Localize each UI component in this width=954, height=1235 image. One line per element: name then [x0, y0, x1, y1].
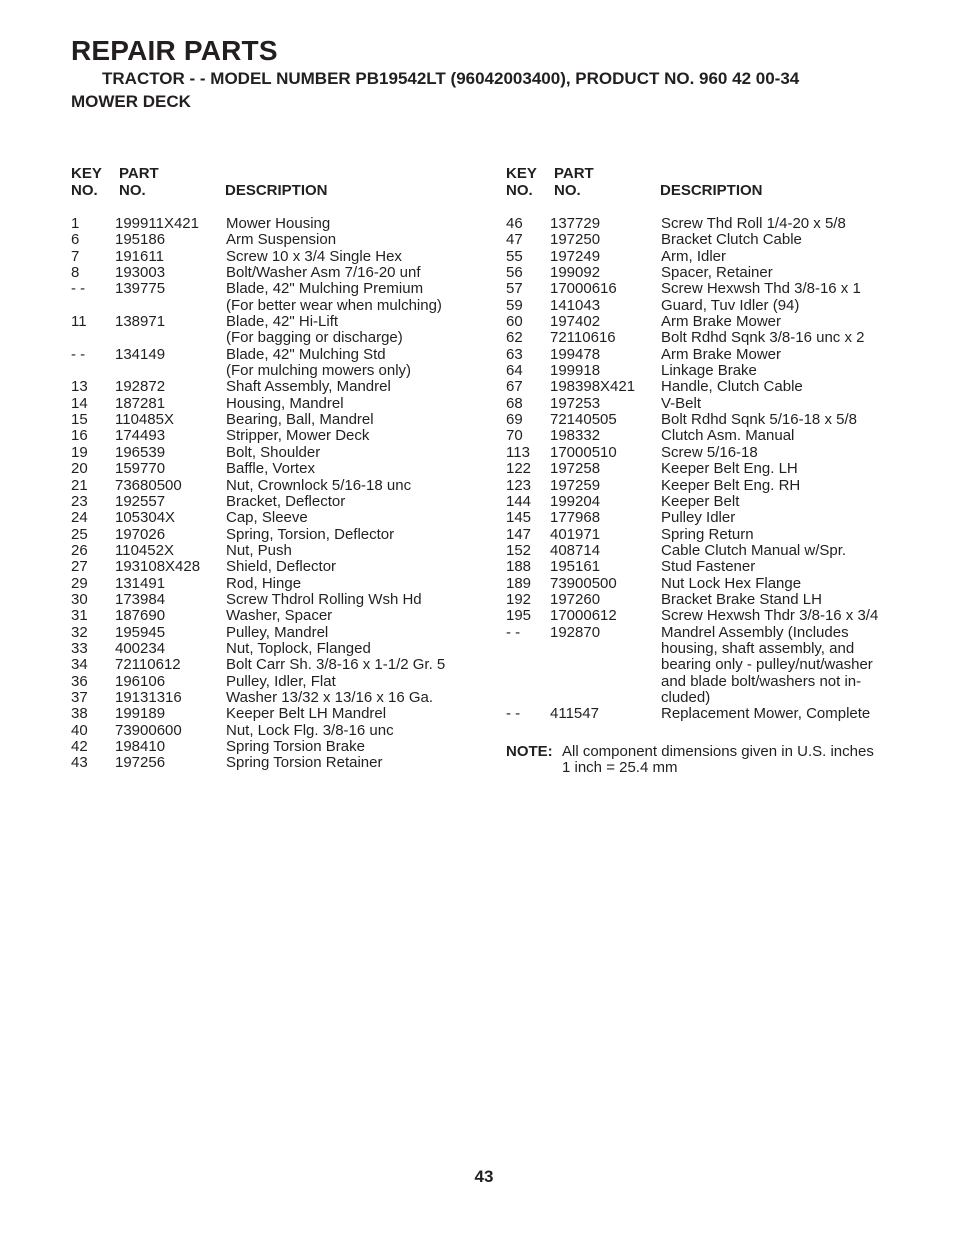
- key-no: 25: [71, 525, 88, 543]
- key-no: 31: [71, 607, 88, 625]
- part-no: 72110612: [115, 656, 181, 674]
- table-row: [506, 330, 906, 346]
- table-row: [506, 625, 906, 707]
- part-description: Bolt Carr Sh. 3/8-16 x 1-1/2 Gr. 5: [226, 656, 446, 674]
- key-no-header: [71, 165, 102, 199]
- table-row: [71, 543, 471, 559]
- part-description: Housing, Mandrel: [226, 394, 344, 412]
- table-row: [71, 641, 471, 657]
- part-description: Shield, Deflector: [226, 558, 337, 576]
- part-description: Pulley Idler: [661, 509, 736, 527]
- page-title: REPAIR PARTS: [71, 35, 278, 66]
- part-no: 17000612: [550, 607, 617, 625]
- key-no: 63: [506, 345, 523, 363]
- key-no: 11: [71, 313, 87, 331]
- part-description: Screw 5/16-18: [661, 443, 758, 461]
- part-description: Keeper Belt LH Mandrel: [226, 705, 387, 723]
- part-description: Bearing, Ball, Mandrel: [226, 411, 374, 429]
- key-no: 7: [71, 247, 80, 265]
- part-description: Bracket, Deflector: [226, 492, 346, 510]
- table-header: [71, 165, 471, 216]
- part-no: 195161: [550, 558, 601, 576]
- part-header-line2: NO.: [119, 182, 146, 199]
- part-description: Bracket Clutch Cable: [661, 231, 802, 249]
- key-no: 147: [506, 525, 532, 543]
- table-row: [506, 592, 906, 608]
- part-description: Arm Brake Mower: [661, 313, 782, 331]
- part-description: Rod, Hinge: [226, 574, 302, 592]
- part-no: 110452X: [115, 541, 174, 559]
- part-no: 401971: [550, 525, 601, 543]
- key-no: 62: [506, 329, 523, 347]
- part-description: Screw 10 x 3/4 Single Hex: [226, 247, 402, 265]
- table-row: [506, 445, 906, 461]
- part-no: 199092: [550, 264, 601, 282]
- key-no: 43: [71, 754, 88, 772]
- key-header-line2: NO.: [506, 182, 533, 199]
- part-no: 197260: [550, 590, 601, 608]
- part-no: 72140505: [550, 411, 617, 429]
- parts-table-left: [71, 165, 471, 772]
- section-heading: MOWER DECK: [71, 92, 191, 111]
- key-no: 23: [71, 492, 88, 510]
- part-no: 177968: [550, 509, 601, 527]
- key-header-line2: NO.: [71, 182, 98, 199]
- table-row: [71, 706, 471, 722]
- key-no: 6: [71, 231, 80, 249]
- part-description: Spacer, Retainer: [661, 264, 773, 282]
- part-no: 198332: [550, 427, 601, 445]
- note-label: NOTE:: [506, 743, 553, 760]
- part-description: V-Belt: [661, 394, 702, 412]
- key-no: 40: [71, 721, 88, 739]
- key-no: 33: [71, 639, 88, 657]
- table-row: [71, 249, 471, 265]
- part-no: 193003: [115, 264, 166, 282]
- key-no: 67: [506, 378, 523, 396]
- part-no: 195186: [115, 231, 166, 249]
- part-description: Mower Housing: [226, 215, 331, 232]
- table-row: [506, 559, 906, 575]
- part-no: 73680500: [115, 476, 182, 494]
- part-no: 73900600: [115, 721, 182, 739]
- table-row: [506, 249, 906, 265]
- part-description: Arm Brake Mower: [661, 345, 782, 363]
- table-row: [71, 445, 471, 461]
- table-row: [71, 379, 471, 395]
- part-description: Keeper Belt: [661, 492, 740, 510]
- table-row: [71, 755, 471, 771]
- table-row: [71, 510, 471, 526]
- key-no-header: [506, 165, 537, 199]
- part-no: 159770: [115, 460, 166, 478]
- key-no: - -: [71, 280, 86, 298]
- part-no: 197249: [550, 247, 601, 265]
- table-row: [506, 527, 906, 543]
- part-description: Keeper Belt Eng. RH: [661, 476, 801, 494]
- part-description: Nut, Lock Flg. 3/8-16 unc: [226, 721, 394, 739]
- table-row: [506, 510, 906, 526]
- table-row: [506, 478, 906, 494]
- table-row: [506, 494, 906, 510]
- table-row: [506, 428, 906, 444]
- key-no: 122: [506, 460, 532, 478]
- key-header-line1: KEY: [71, 165, 102, 182]
- part-no: 197250: [550, 231, 601, 249]
- table-row: [71, 576, 471, 592]
- table-row: [506, 543, 906, 559]
- part-no: 139775: [115, 280, 166, 298]
- table-row: [506, 412, 906, 428]
- part-no: 141043: [550, 296, 601, 314]
- table-row: [71, 478, 471, 494]
- part-description: Arm Suspension: [226, 231, 337, 249]
- part-header-line1: PART: [554, 165, 594, 182]
- key-no: 68: [506, 394, 523, 412]
- key-no: 38: [71, 705, 88, 723]
- table-row: [506, 379, 906, 395]
- part-description: Spring Torsion Brake: [226, 738, 365, 755]
- part-description: Handle, Clutch Cable: [661, 378, 803, 396]
- key-no: 1: [71, 215, 80, 232]
- key-no: 47: [506, 231, 523, 249]
- part-description: Washer, Spacer: [226, 607, 333, 625]
- table-row: [506, 265, 906, 281]
- part-no: 191611: [115, 247, 164, 265]
- key-no: - -: [506, 705, 521, 723]
- table-row: [71, 232, 471, 248]
- key-header-line1: KEY: [506, 165, 537, 182]
- part-no: 192557: [115, 492, 166, 510]
- parts-list: [71, 216, 471, 772]
- part-description: Screw Hexwsh Thdr 3/8-16 x 3/4: [661, 607, 879, 625]
- part-no: 400234: [115, 639, 166, 657]
- key-no: 21: [71, 476, 88, 494]
- part-no: 138971: [115, 313, 166, 331]
- part-description: Replacement Mower, Complete: [661, 705, 871, 723]
- note-text: All component dimensions given in U.S. inches 1 inch = 25.4 mm: [562, 743, 874, 777]
- key-no: - -: [506, 623, 521, 641]
- parts-list: [506, 216, 906, 723]
- page-number: 43: [474, 1167, 494, 1186]
- part-description: Bolt, Shoulder: [226, 443, 321, 461]
- part-description: Cap, Sleeve: [226, 509, 308, 527]
- part-description: Bolt Rdhd Sqnk 5/16-18 x 5/8: [661, 411, 857, 429]
- key-no: 57: [506, 280, 523, 298]
- part-description: Keeper Belt Eng. LH: [661, 460, 798, 478]
- key-no: 16: [71, 427, 88, 445]
- part-header-line2: NO.: [554, 182, 581, 199]
- table-row: [71, 690, 471, 706]
- part-description: Bracket Brake Stand LH: [661, 590, 822, 608]
- table-row: [506, 216, 906, 232]
- table-row: [71, 657, 471, 673]
- part-no: 199204: [550, 492, 601, 510]
- table-row: [71, 559, 471, 575]
- key-no: 24: [71, 509, 88, 527]
- part-description: Mandrel Assembly (Includes housing, shaft assembly, and bearing only - pulley/nut/washer and blade bolt/washers not in- cluded): [661, 623, 873, 706]
- part-description: Nut, Crownlock 5/16-18 unc: [226, 476, 412, 494]
- table-row: [71, 216, 471, 232]
- part-no: 72110616: [550, 329, 616, 347]
- part-no: 197402: [550, 313, 601, 331]
- part-no: 187281: [115, 394, 166, 412]
- model-subtitle: TRACTOR - - MODEL NUMBER PB19542LT (96042003400), PRODUCT NO. 960 42 00-34: [102, 69, 800, 88]
- part-description: Arm, Idler: [661, 247, 727, 265]
- key-no: 189: [506, 574, 532, 592]
- table-row: [71, 396, 471, 412]
- table-row: [506, 363, 906, 379]
- part-no: 110485X: [115, 411, 174, 429]
- description-header: DESCRIPTION: [660, 182, 763, 199]
- part-no: 174493: [115, 427, 166, 445]
- key-no: 36: [71, 672, 88, 690]
- table-row: [71, 412, 471, 428]
- table-row: [71, 625, 471, 641]
- table-row: [71, 428, 471, 444]
- part-description: Pulley, Idler, Flat: [226, 672, 336, 690]
- key-no: 32: [71, 623, 88, 641]
- part-description: Screw Hexwsh Thd 3/8-16 x 1: [661, 280, 861, 298]
- part-no: 199478: [550, 345, 601, 363]
- table-row: [71, 461, 471, 477]
- key-no: 42: [71, 738, 88, 755]
- part-description: Spring Return: [661, 525, 754, 543]
- part-no: 197253: [550, 394, 601, 412]
- parts-table-right: [506, 165, 906, 723]
- table-row: [71, 265, 471, 281]
- key-no: 8: [71, 264, 80, 282]
- key-no: 14: [71, 394, 88, 412]
- part-no: 193108X428: [115, 558, 201, 576]
- part-header-line1: PART: [119, 165, 159, 182]
- part-no: 199911X421: [115, 215, 199, 232]
- key-no: 152: [506, 541, 532, 559]
- key-no: 188: [506, 558, 532, 576]
- part-description: Nut, Toplock, Flanged: [226, 639, 371, 657]
- table-row: [506, 347, 906, 363]
- key-no: 70: [506, 427, 523, 445]
- part-no: 17000510: [550, 443, 617, 461]
- part-description: Clutch Asm. Manual: [661, 427, 795, 445]
- key-no: 56: [506, 264, 523, 282]
- table-row: [71, 608, 471, 624]
- part-description: Spring Torsion Retainer: [226, 754, 383, 772]
- part-description: Nut, Push: [226, 541, 292, 559]
- table-row: [506, 396, 906, 412]
- part-no-header: [119, 165, 159, 199]
- part-no: 196539: [115, 443, 166, 461]
- part-description: Blade, 42" Mulching Premium (For better wear when mulching): [226, 280, 442, 314]
- part-description: Screw Thdrol Rolling Wsh Hd: [226, 590, 422, 608]
- part-description: Shaft Assembly, Mandrel: [226, 378, 391, 396]
- key-no: 123: [506, 476, 532, 494]
- part-description: Bolt Rdhd Sqnk 3/8-16 unc x 2: [661, 329, 865, 347]
- key-no: 30: [71, 590, 88, 608]
- key-no: 113: [506, 443, 530, 461]
- key-no: 37: [71, 688, 88, 706]
- part-no: 105304X: [115, 509, 176, 527]
- part-description: Pulley, Mandrel: [226, 623, 329, 641]
- key-no: 145: [506, 509, 532, 527]
- key-no: 55: [506, 247, 523, 265]
- part-description: Blade, 42" Hi-Lift (For bagging or discharge): [226, 313, 403, 347]
- part-no: 131491: [115, 574, 166, 592]
- table-row: [71, 347, 471, 380]
- key-no: 19: [71, 443, 88, 461]
- part-no: 137729: [550, 215, 601, 232]
- part-description: Cable Clutch Manual w/Spr.: [661, 541, 847, 559]
- key-no: 15: [71, 411, 88, 429]
- key-no: 29: [71, 574, 88, 592]
- part-no: 192872: [115, 378, 166, 396]
- table-row: [506, 706, 906, 722]
- part-no: 411547: [550, 705, 599, 723]
- key-no: 64: [506, 362, 523, 380]
- part-description: Stripper, Mower Deck: [226, 427, 370, 445]
- table-row: [71, 674, 471, 690]
- table-row: [71, 281, 471, 314]
- part-description: Spring, Torsion, Deflector: [226, 525, 395, 543]
- key-no: 192: [506, 590, 532, 608]
- table-row: [506, 281, 906, 297]
- part-no: 187690: [115, 607, 166, 625]
- table-header: [506, 165, 906, 216]
- key-no: 26: [71, 541, 88, 559]
- description-header: DESCRIPTION: [225, 182, 328, 199]
- part-description: Blade, 42" Mulching Std (For mulching mowers only): [226, 345, 412, 380]
- part-no-header: [554, 165, 594, 199]
- part-no: 73900500: [550, 574, 617, 592]
- key-no: 46: [506, 215, 523, 232]
- key-no: 69: [506, 411, 523, 429]
- part-no: 197026: [115, 525, 166, 543]
- table-row: [71, 739, 471, 755]
- key-no: 13: [71, 378, 88, 396]
- table-row: [506, 232, 906, 248]
- dimensions-note: [506, 744, 874, 777]
- key-no: - -: [71, 345, 86, 363]
- part-description: Nut Lock Hex Flange: [661, 574, 802, 592]
- part-no: 408714: [550, 541, 601, 559]
- key-no: 144: [506, 492, 532, 510]
- part-no: 199189: [115, 705, 166, 723]
- part-description: Screw Thd Roll 1/4-20 x 5/8: [661, 215, 846, 232]
- part-no: 198398X421: [550, 378, 636, 396]
- part-no: 173984: [115, 590, 166, 608]
- part-no: 17000616: [550, 280, 617, 298]
- part-no: 199918: [550, 362, 601, 380]
- table-row: [506, 608, 906, 624]
- part-no: 197256: [115, 754, 166, 772]
- part-no: 19131316: [115, 688, 182, 706]
- table-row: [71, 592, 471, 608]
- key-no: 34: [71, 656, 88, 674]
- part-description: Guard, Tuv Idler (94): [661, 296, 800, 314]
- part-no: 197259: [550, 476, 601, 494]
- part-no: 134149: [115, 345, 166, 363]
- key-no: 195: [506, 607, 532, 625]
- part-description: Bolt/Washer Asm 7/16-20 unf: [226, 264, 421, 282]
- table-row: [71, 527, 471, 543]
- table-row: [71, 494, 471, 510]
- table-row: [506, 461, 906, 477]
- table-row: [506, 314, 906, 330]
- table-row: [506, 576, 906, 592]
- part-no: 195945: [115, 623, 166, 641]
- key-no: 60: [506, 313, 523, 331]
- part-no: 192870: [550, 623, 601, 641]
- key-no: 20: [71, 460, 88, 478]
- part-description: Linkage Brake: [661, 362, 757, 380]
- key-no: 27: [71, 558, 88, 576]
- key-no: 59: [506, 296, 523, 314]
- part-description: Washer 13/32 x 13/16 x 16 Ga.: [226, 688, 434, 706]
- part-no: 196106: [115, 672, 166, 690]
- part-no: 198410: [115, 738, 166, 755]
- part-description: Baffle, Vortex: [226, 460, 315, 478]
- table-row: [506, 298, 906, 314]
- table-row: [71, 723, 471, 739]
- part-no: 197258: [550, 460, 601, 478]
- part-description: Stud Fastener: [661, 558, 756, 576]
- table-row: [71, 314, 471, 347]
